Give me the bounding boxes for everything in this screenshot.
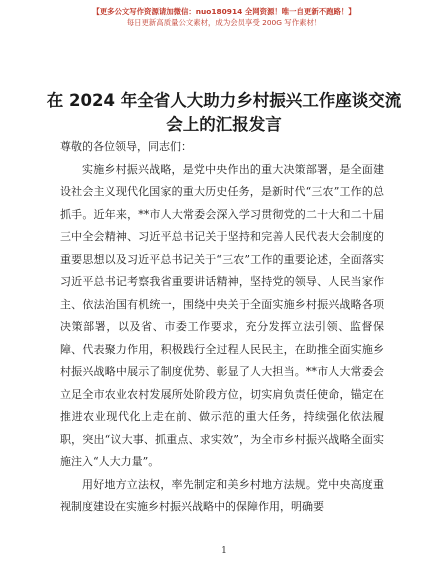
title-line-2: 会上的汇报发言 bbox=[166, 115, 282, 134]
banner-promo-line: 【更多公文写作资源请加微信：nuo180914 全网资源！唯一自更新不跑路！】 bbox=[92, 7, 356, 16]
body-paragraph: 实施乡村振兴战略，是党中央作出的重大决策部署，是全面建设社会主义现代化国家的重大历史任务，是新时代“三农”工作的总抓手。近年来，**市人大常委会深入学习贯彻党的二十大和二十届三中全会精神、习近平总书记关于坚持和完善人民代表大会制度的重要思想以及习近平总书记关于“三农”工作的重要论述，全面落实习近平总书记考察我省重要讲话精神，坚持党的领导、人民当家作主、依法治国有机统一，围绕中央关于全面实施乡村振兴战略各项决策部署，以及省、市委工作要求，充分发挥立法引领、监督保障、代表聚力作用，积极践行全过程人民民主，在助推全面实施乡村振兴战略中展示了制度优势、彰显了人大担当。**市人大常委会立足全市农业农村发展所处阶段方位，切实肩负责任使命，锚定在推进农业现代化上走在前、做示范的重大任务，持续强化依法履职，突出“议大事、抓重点、求实效”，为全市乡村振兴战略全面实施注入“人大力量”。 bbox=[60, 162, 384, 468]
banner-member-line: 每日更新高质量公文素材，成为会员享受 200G 写作素材！ bbox=[126, 18, 322, 27]
salutation: 尊敬的各位领导，同志们： bbox=[60, 140, 192, 153]
page-number: 1 bbox=[221, 546, 227, 556]
title-line-1: 在 2024 年全省人大助力乡村振兴工作座谈交流 bbox=[46, 91, 402, 110]
document-body bbox=[60, 136, 384, 519]
header-banner bbox=[0, 6, 448, 28]
body-paragraph: 用好地方立法权，率先制定和美乡村地方法规。党中央高度重视制度建设在实施乡村振兴战略中的保障作用，明确要 bbox=[60, 477, 384, 513]
document-title bbox=[0, 89, 448, 137]
